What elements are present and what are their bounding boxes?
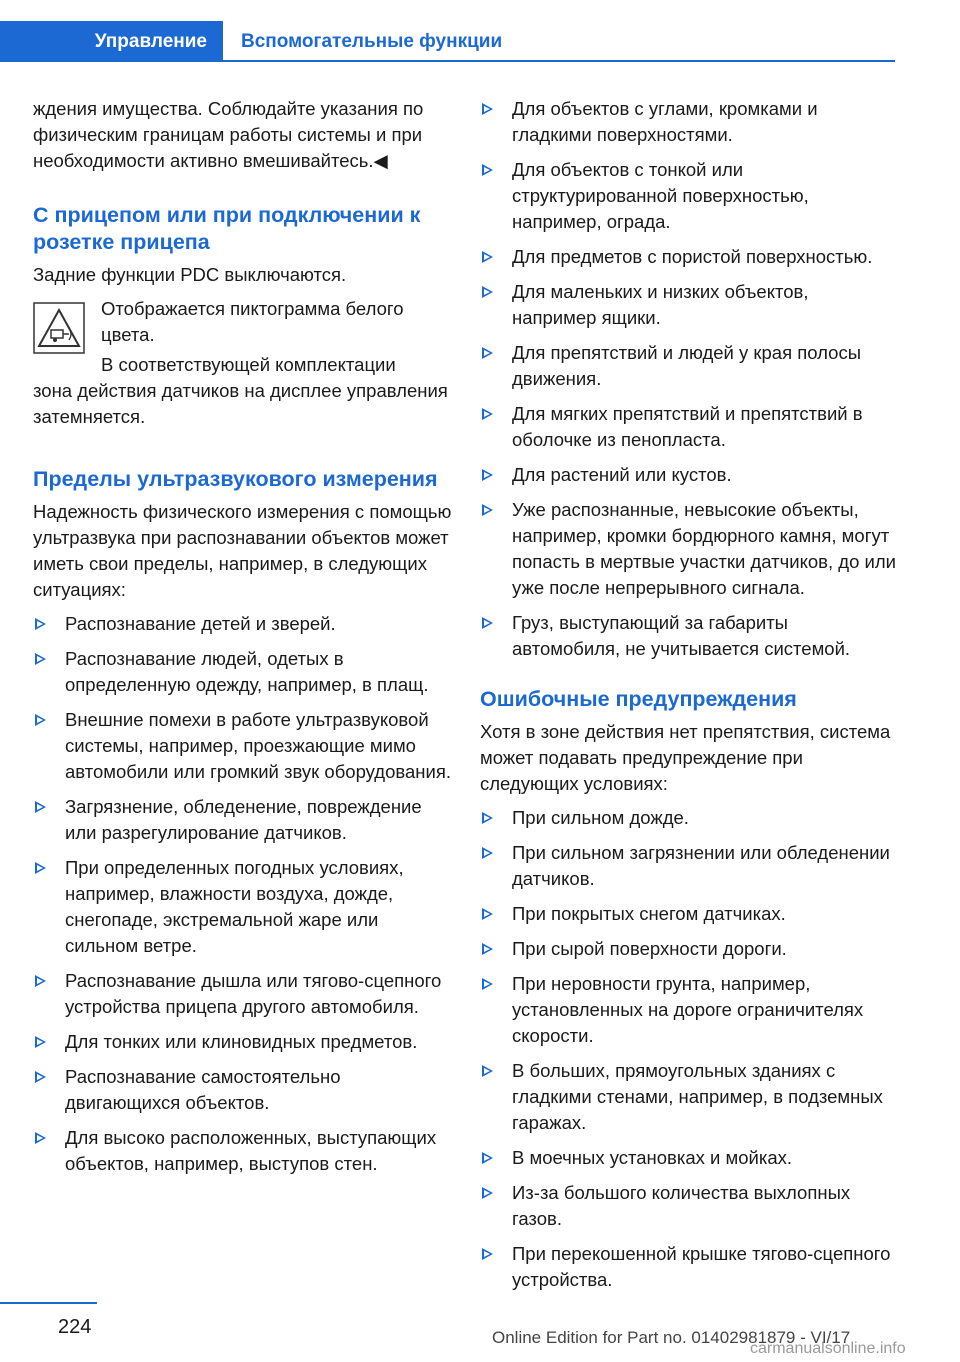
bullet-arrow-icon (35, 1071, 46, 1083)
list-item: При неровности грунта, например, установленных на дороге ограничителях скорости. (480, 971, 896, 1049)
list-item: При сырой поверхности дороги. (480, 936, 896, 962)
section-ultrasound-text: Надежность физического измерения с помощью ультразвука при распознавании объектов может иметь свои пределы, например, в следующих ситуациях: (33, 501, 452, 600)
list-item: При определенных погодных условиях, например, влажности воздуха, дожде, снегопаде, экстремальной жаре или сильном ветре. (33, 855, 453, 959)
bullet-arrow-icon (482, 908, 493, 920)
list-item: Для тонких или клиновидных предметов. (33, 1029, 453, 1055)
list-item: При сильном дожде. (480, 805, 896, 831)
list-item: Для мягких препятствий и препятствий в оболочке из пенопласта. (480, 401, 896, 453)
section-ultrasound-title: Пределы ультразвукового измерения (33, 467, 438, 491)
bullet-arrow-icon (482, 164, 493, 176)
list-item: В моечных установках и мойках. (480, 1145, 896, 1171)
list-item: Для высоко расположенных, выступающих объектов, например, выступов стен. (33, 1125, 453, 1177)
bullet-arrow-icon (482, 251, 493, 263)
list-item: Из-за большого количества выхлопных газов. (480, 1180, 896, 1232)
section-trailer-title: С прицепом или при подключении к розетке прицепа (33, 203, 421, 254)
bullet-arrow-icon (482, 812, 493, 824)
list-item: При перекошенной крышке тягово-сцепного устройства. (480, 1241, 896, 1293)
list-item: Для растений или кустов. (480, 462, 896, 488)
page-header (0, 0, 895, 64)
list-item: Распознавание дышла или тягово-сцепного устройства прицепа другого автомобиля. (33, 968, 453, 1020)
bullet-arrow-icon (482, 286, 493, 298)
icon-caption: Отображается пиктограмма белого цвета. (101, 298, 404, 345)
bullet-arrow-icon (482, 1248, 493, 1260)
list-item: При покрытых снегом датчиках. (480, 901, 896, 927)
bullet-arrow-icon (482, 103, 493, 115)
list-item: Для объектов с углами, кромками и гладкими поверхностями. (480, 96, 896, 148)
bullet-arrow-icon (482, 847, 493, 859)
section-trailer-text-2: зона действия датчиков на дисплее управления затемняется. (33, 380, 448, 427)
bullet-arrow-icon (482, 408, 493, 420)
right-column (480, 96, 896, 1302)
tab-vspomogatelnye[interactable] (223, 21, 502, 62)
footer-divider (0, 1302, 97, 1304)
bullet-arrow-icon (35, 801, 46, 813)
list-item: Груз, выступающий за габариты автомобиля, не учитывается системой. (480, 610, 896, 662)
bullet-arrow-icon (35, 862, 46, 874)
section-trailer-text: Задние функции PDC выключаются. (33, 264, 347, 285)
list-item: Распознавание людей, одетых в определенную одежду, например, в плащ. (33, 646, 453, 698)
list-item: При сильном загрязнении или обледенении датчиков. (480, 840, 896, 892)
left-column (33, 96, 453, 1186)
list-item: Внешние помехи в работе ультразвуковой системы, например, проезжающие мимо автомобили или громкий звук оборудования. (33, 707, 453, 785)
list-item: Загрязнение, обледенение, повреждение или разрегулирование датчиков. (33, 794, 453, 846)
intro-text: ждения имущества. Соблюдайте указания по физическим границам работы системы и при необходимости активно вмешивайтесь.◀ (33, 98, 424, 171)
list-item: Для объектов с тонкой или структурированной поверхностью, например, ограда. (480, 157, 896, 235)
tab-inactive-label: Вспомогательные функции (241, 30, 503, 52)
edition-text: Online Edition for Part no. 01402981879 - VI/17 (492, 1328, 851, 1347)
list-item: Для предметов с пористой поверхностью. (480, 244, 896, 270)
header-divider (223, 60, 895, 62)
section-false-warnings-title: Ошибочные предупреждения (480, 687, 797, 711)
list-item: Уже распознанные, невысокие объекты, например, кромки бордюрного камня, могут попасть в мертвые участки датчиков, до или уже после непрерывного сигнала. (480, 497, 896, 601)
bullet-arrow-icon (482, 617, 493, 629)
page-number: 224 (58, 1316, 92, 1338)
ultrasound-limits-list-continued (480, 96, 896, 662)
bullet-arrow-icon (35, 618, 46, 630)
ultrasound-limits-list (33, 611, 453, 1177)
false-warnings-list (480, 805, 896, 1293)
bullet-arrow-icon (482, 1152, 493, 1164)
tab-upravlenie[interactable] (0, 21, 223, 62)
bullet-arrow-icon (35, 653, 46, 665)
list-item: В больших, прямоугольных зданиях с гладкими стенами, например, в подземных гаражах. (480, 1058, 896, 1136)
bullet-arrow-icon (35, 714, 46, 726)
bullet-arrow-icon (482, 1187, 493, 1199)
bullet-arrow-icon (482, 504, 493, 516)
tab-active-label: Управление (94, 30, 207, 52)
bullet-arrow-icon (482, 978, 493, 990)
list-item: Распознавание детей и зверей. (33, 611, 453, 637)
bullet-arrow-icon (35, 975, 46, 987)
section-false-warnings-text: Хотя в зоне действия нет препятствия, система может подавать предупреждение при следующих условиях: (480, 721, 891, 794)
bullet-arrow-icon (482, 943, 493, 955)
list-item: Для маленьких и низких объектов, например ящики. (480, 279, 896, 331)
pdc-icon-note (33, 296, 453, 378)
pdc-trailer-icon (33, 302, 85, 354)
bullet-arrow-icon (482, 469, 493, 481)
watermark: carmanualsonline.info (750, 1340, 906, 1357)
bullet-arrow-icon (35, 1132, 46, 1144)
bullet-arrow-icon (482, 1065, 493, 1077)
list-item: Распознавание самостоятельно двигающихся объектов. (33, 1064, 453, 1116)
bullet-arrow-icon (482, 347, 493, 359)
bullet-arrow-icon (35, 1036, 46, 1048)
icon-caption-2: В соответствующей комплектации (101, 354, 396, 375)
list-item: Для препятствий и людей у края полосы движения. (480, 340, 896, 392)
